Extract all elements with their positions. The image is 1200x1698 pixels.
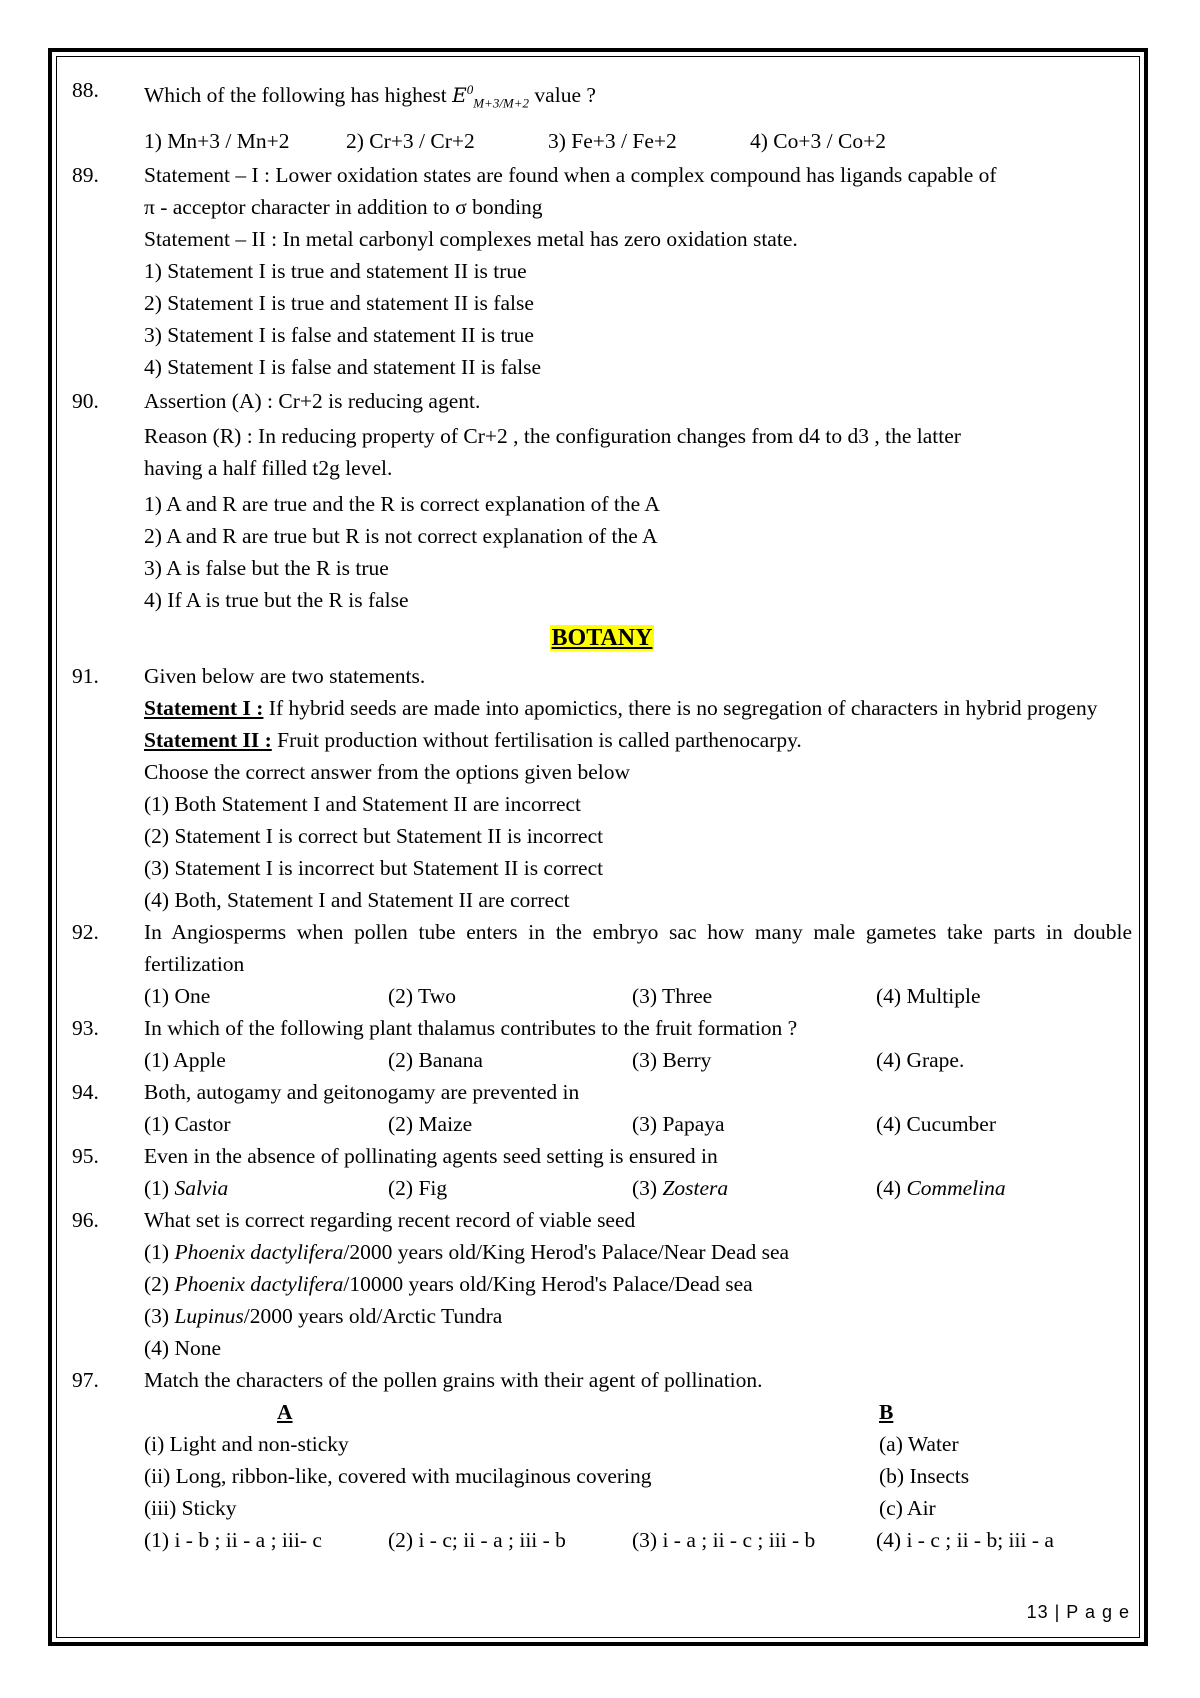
question-90 [72,385,1132,616]
option-1: (1) Both Statement I and Statement II are incorrect [144,792,582,817]
option-2: (2) Fig [388,1176,448,1201]
question-95 [72,1140,1132,1204]
question-number: 97. [72,1368,99,1393]
page-number: 13 | P a g e [1026,1602,1130,1622]
option-1: (1) Salvia [144,1176,229,1201]
option-4: 4) If A is true but the R is false [144,588,409,613]
intro: Given below are two statements. [144,664,426,689]
option-4: (4) i - c ; ii - b; iii - a [876,1528,1054,1553]
option-2: (2) Banana [388,1048,483,1073]
option-2: 2) Cr+3 / Cr+2 [346,129,475,154]
options-row [144,1172,1132,1204]
statement-1 [144,692,1132,724]
option-3: (3) Berry [632,1048,712,1073]
question-number: 95. [72,1144,99,1169]
column-a-heading: A [277,1400,293,1425]
option-2: (2) Two [388,984,456,1009]
option-3: 3) A is false but the R is true [144,556,389,581]
option-3: 3) Statement I is false and statement II is true [144,323,534,348]
question-number: 92. [72,920,99,945]
statement-1-line-2: π - acceptor character in addition to σ bonding [144,195,543,220]
match-row: (i) Light and non-sticky (a) Water [144,1432,959,1457]
question-number: 91. [72,664,99,689]
statement-1-line-1: Statement – I : Lower oxidation states are found when a complex compound has ligands capable of [144,163,997,188]
match-row: (ii) Long, ribbon-like, covered with mucilaginous covering (b) Insects [144,1464,970,1489]
statement-2 [144,724,1132,756]
question-number: 93. [72,1016,99,1041]
match-row: (iii) Sticky (c) Air [144,1496,936,1521]
option-1: (1) Apple [144,1048,226,1073]
question-94 [72,1076,1132,1140]
option-4: (4) Grape. [876,1048,965,1073]
option-2: (2) Statement I is correct but Statement II is incorrect [144,824,604,849]
question-number: 89. [72,163,99,188]
option-2: (2) Maize [388,1112,473,1137]
option-3: (3) Papaya [632,1112,725,1137]
question-text: Match the characters of the pollen grains with their agent of pollination. [144,1368,763,1393]
column-b-heading: B [879,1400,894,1425]
question-text: Both, autogamy and geitonogamy are prevented in [144,1080,580,1105]
option-1: (1) i - b ; ii - a ; iii- c [144,1528,322,1553]
match-header [144,1396,1132,1428]
option-4: (4) Cucumber [876,1112,997,1137]
reason-line-2: having a half filled t2g level. [144,456,393,481]
question-text: Even in the absence of pollinating agents seed setting is ensured in [144,1144,718,1169]
question-93 [72,1012,1132,1076]
statement-1-label: Statement I : [144,696,264,721]
question-92 [72,916,1132,1012]
instruction: Choose the correct answer from the options given below [144,760,631,785]
question-97 [72,1364,1132,1556]
option-3: (3) Lupinus/2000 years old/Arctic Tundra [144,1304,503,1329]
option-2: (2) i - c; ii - a ; iii - b [388,1528,566,1553]
options-row [144,1524,1132,1556]
statement-2-text: Fruit production without fertilisation is called parthenocarpy. [271,728,802,753]
question-number: 90. [72,389,99,414]
option-1: (1) One [144,984,211,1009]
option-4: (4) Commelina [876,1176,1006,1201]
statement-2-label: Statement II : [144,728,272,753]
options-row [144,980,1132,1012]
option-1: 1) Statement I is true and statement II is true [144,259,527,284]
option-4: 4) Statement I is false and statement II is false [144,355,542,380]
question-number: 88. [72,78,99,102]
option-1: 1) Mn+3 / Mn+2 [144,129,290,154]
option-2: 2) A and R are true but R is not correct explanation of the A [144,524,658,549]
question-text: What set is correct regarding recent record of viable seed [144,1208,636,1233]
question-88 [72,74,1132,157]
option-4: (4) Multiple [876,984,981,1009]
options-row [144,1044,1132,1076]
reason-line-1: Reason (R) : In reducing property of Cr+2 , the configuration changes from d4 to d3 , the latter [144,424,961,449]
option-3: (3) Zostera [632,1176,729,1201]
statement-1-text: If hybrid seeds are made into apomictics, there is no segregation of characters in hybrid progeny [263,696,1098,721]
option-4: (4) None [144,1336,222,1361]
option-3: (3) Statement I is incorrect but Statement II is correct [144,856,604,881]
question-text: Which of the following has highest $E^0_{M+3/M+2}$ value ? [144,82,596,111]
question-text: In which of the following plant thalamus contributes to the fruit formation ? [144,1016,798,1041]
question-number: 94. [72,1080,99,1105]
option-1: 1) A and R are true and the R is correct explanation of the A [144,492,660,517]
option-4: 4) Co+3 / Co+2 [750,129,886,154]
option-1: (1) Phoenix dactylifera/2000 years old/King Herod's Palace/Near Dead sea [144,1240,790,1265]
question-96 [72,1204,1132,1364]
section-title: BOTANY [551,625,653,652]
assertion: Assertion (A) : Cr+2 is reducing agent. [144,389,481,414]
options-row [144,1108,1132,1140]
option-1: (1) Castor [144,1112,231,1137]
question-number: 96. [72,1208,99,1233]
option-2: (2) Phoenix dactylifera/10000 years old/King Herod's Palace/Dead sea [144,1272,753,1297]
option-3: (3) i - a ; ii - c ; iii - b [632,1528,816,1553]
question-text: In Angiosperms when pollen tube enters in the embryo sac how many male gametes take parts in double fertilization [144,920,1132,977]
options-row [144,125,1132,157]
question-89 [72,159,1132,383]
option-3: 3) Fe+3 / Fe+2 [548,129,677,154]
section-heading [72,618,1132,658]
option-4: (4) Both, Statement I and Statement II are correct [144,888,570,913]
option-3: (3) Three [632,984,713,1009]
question-91 [72,660,1132,916]
option-2: 2) Statement I is true and statement II is false [144,291,534,316]
statement-2: Statement – II : In metal carbonyl complexes metal has zero oxidation state. [144,227,798,252]
page-content [72,74,1132,1556]
